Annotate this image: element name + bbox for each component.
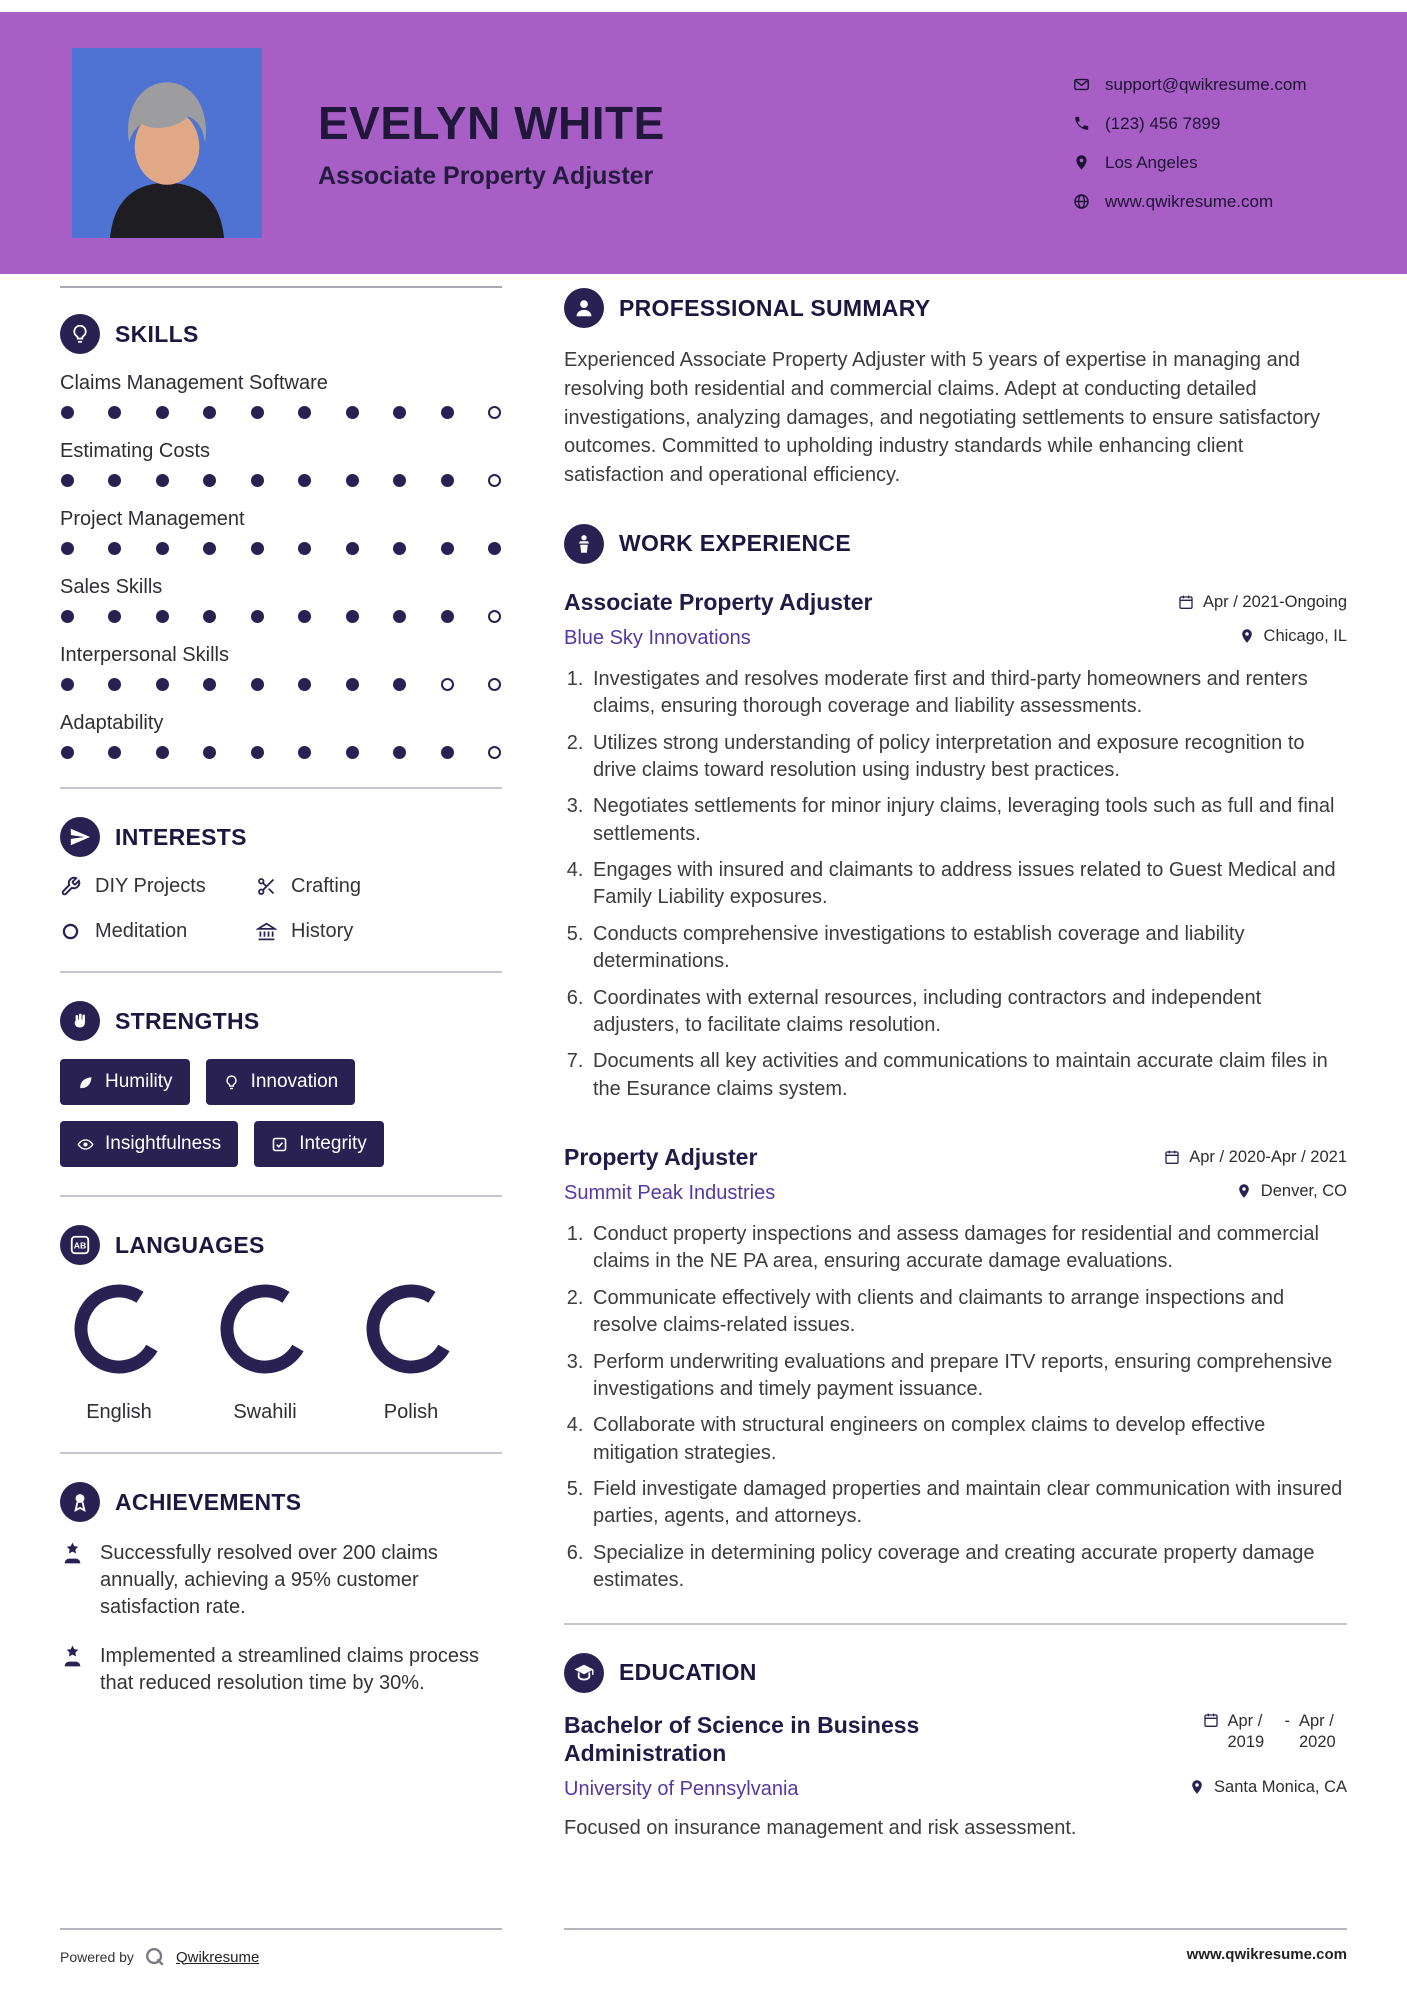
skill-dot xyxy=(203,678,216,691)
powered-by-label: Powered by xyxy=(60,1949,134,1965)
job-location-text: Chicago, IL xyxy=(1263,626,1347,645)
divider xyxy=(60,971,502,973)
education-section-icon xyxy=(564,1653,604,1693)
skill-dot xyxy=(156,542,169,555)
skill-dot xyxy=(298,746,311,759)
skill-dot xyxy=(346,746,359,759)
skill-dot xyxy=(441,610,454,623)
wrench-icon xyxy=(60,876,81,897)
skill-dot xyxy=(441,474,454,487)
skill-dot xyxy=(393,542,406,555)
museum-icon xyxy=(256,921,277,942)
hand-star-icon xyxy=(60,1644,85,1669)
lectern-person-icon xyxy=(573,533,595,555)
language-label: English xyxy=(86,1401,152,1423)
contact-website[interactable] xyxy=(1073,192,1335,212)
hand-star-icon xyxy=(60,1541,85,1566)
skill-dot xyxy=(298,678,311,691)
job-bullet: 5. Conducts comprehensive investigations to establish coverage and liability determinations. xyxy=(589,921,1347,976)
contact-email[interactable] xyxy=(1073,75,1335,95)
job-location xyxy=(1236,1182,1347,1201)
header-band xyxy=(0,12,1407,274)
interest-item xyxy=(256,920,502,943)
skill-dot xyxy=(251,610,264,623)
skill-dots xyxy=(61,746,501,759)
pin-icon xyxy=(1236,1183,1252,1199)
strengths-heading: STRENGTHS xyxy=(115,1007,260,1034)
skill-dot xyxy=(61,474,74,487)
paper-plane-icon xyxy=(69,826,91,848)
job-title: Associate Property Adjuster xyxy=(564,588,873,615)
language-label: Polish xyxy=(383,1401,439,1423)
skill-dot xyxy=(251,678,264,691)
skill-dot xyxy=(441,678,454,691)
skill-dot xyxy=(108,406,121,419)
medal-icon xyxy=(69,1491,91,1513)
skill-dots xyxy=(61,610,501,623)
achievements-heading: ACHIEVEMENTS xyxy=(115,1488,302,1515)
main-column xyxy=(564,284,1347,1860)
profile-photo xyxy=(72,48,262,238)
interest-item xyxy=(256,875,502,898)
languages-section-icon xyxy=(60,1225,100,1265)
graduation-cap-icon xyxy=(573,1662,595,1684)
skill-dot xyxy=(108,678,121,691)
contact-location-text: Los Angeles xyxy=(1105,152,1198,172)
translate-icon xyxy=(69,1234,91,1256)
skill-dot xyxy=(251,474,264,487)
person-name: EVELYN WHITE xyxy=(318,96,665,149)
school-name: University of Pennsylvania xyxy=(564,1778,799,1801)
skill-dot xyxy=(488,542,501,555)
skill-dot xyxy=(61,542,74,555)
skill-dot xyxy=(203,610,216,623)
skill-dot xyxy=(251,406,264,419)
skill-dot xyxy=(203,406,216,419)
skill-dot xyxy=(108,474,121,487)
interest-label: Meditation xyxy=(95,920,188,942)
skill-dot xyxy=(488,474,501,487)
skill-dot xyxy=(346,610,359,623)
eye-icon xyxy=(77,1136,94,1153)
skill-dots xyxy=(61,406,501,419)
ring-icon xyxy=(60,921,81,942)
skill-dot xyxy=(203,474,216,487)
strengths-section xyxy=(60,1001,502,1167)
check-square-icon xyxy=(271,1136,288,1153)
skill-dot xyxy=(298,610,311,623)
interest-label: DIY Projects xyxy=(95,875,206,897)
achievements-section-icon xyxy=(60,1482,100,1522)
interests-section xyxy=(60,817,502,943)
skills-heading: SKILLS xyxy=(115,320,199,347)
skill-dot xyxy=(488,610,501,623)
calendar-icon xyxy=(1203,1712,1219,1728)
interest-item xyxy=(60,920,256,943)
skill-dot xyxy=(393,746,406,759)
skill-dot xyxy=(203,542,216,555)
qwikresume-logo-icon[interactable] xyxy=(144,1946,166,1968)
skill-dot xyxy=(156,678,169,691)
skill-dot xyxy=(61,406,74,419)
skill-dot xyxy=(156,474,169,487)
skill-dot xyxy=(108,542,121,555)
skill-dot xyxy=(108,746,121,759)
pin-icon xyxy=(1189,1779,1205,1795)
divider xyxy=(60,1195,502,1197)
interests-heading: INTERESTS xyxy=(115,823,247,850)
strength-label: Innovation xyxy=(250,1071,339,1092)
job-bullet: 1. Conduct property inspections and assess damages for residential and commercial claims in the NE PA area, ensuring accurate damage evaluations. xyxy=(589,1221,1347,1276)
education-dates xyxy=(1203,1711,1348,1754)
skill-dot xyxy=(488,678,501,691)
skill-dot xyxy=(251,542,264,555)
skill-row xyxy=(60,372,502,419)
skill-dot xyxy=(393,474,406,487)
company-name: Summit Peak Industries xyxy=(564,1181,776,1204)
job-bullet: 3. Perform underwriting evaluations and prepare ITV reports, ensuring comprehensive investigations and timely payment issuance. xyxy=(589,1349,1347,1404)
pin-icon xyxy=(1239,628,1255,644)
language-label: Swahili xyxy=(233,1401,297,1423)
experience-heading: WORK EXPERIENCE xyxy=(619,530,851,557)
scissors-icon xyxy=(256,876,277,897)
job-title: Property Adjuster xyxy=(564,1144,758,1171)
interest-label: History xyxy=(291,920,354,942)
person-title: Associate Property Adjuster xyxy=(318,161,654,190)
achievement-item xyxy=(60,1643,502,1697)
achievement-text: Implemented a streamlined claims process that reduced resolution time by 30%. xyxy=(100,1645,480,1694)
language-item xyxy=(352,1283,470,1424)
job-bullet: 1. Investigates and resolves moderate first and third-party homeowners and renters claims, ensuring thorough coverage and liability assessments. xyxy=(589,666,1347,721)
calendar-icon xyxy=(1178,594,1194,610)
fist-icon xyxy=(69,1010,91,1032)
skill-dot xyxy=(61,610,74,623)
strength-chip xyxy=(60,1059,190,1105)
skill-dot xyxy=(298,474,311,487)
skill-dot xyxy=(61,678,74,691)
contact-block xyxy=(1073,75,1335,212)
summary-heading: PROFESSIONAL SUMMARY xyxy=(619,294,931,321)
skill-dot xyxy=(488,406,501,419)
education-location-text: Santa Monica, CA xyxy=(1214,1778,1347,1797)
skill-dot xyxy=(203,746,216,759)
experience-section-icon xyxy=(564,524,604,564)
skill-label: Project Management xyxy=(60,508,245,530)
job-location-text: Denver, CO xyxy=(1260,1181,1347,1200)
job-dates-text: Apr / 2020-Apr / 2021 xyxy=(1189,1148,1347,1167)
contact-location xyxy=(1073,153,1335,173)
divider xyxy=(60,1452,502,1454)
skill-dot xyxy=(393,678,406,691)
job-bullet: 6. Specialize in determining policy coverage and creating accurate property damage estimates. xyxy=(589,1540,1347,1595)
skill-dots xyxy=(61,678,501,691)
email-icon xyxy=(1073,76,1090,93)
skill-dot xyxy=(298,542,311,555)
qwikresume-brand-link[interactable]: Qwikresume xyxy=(175,1948,260,1966)
job-dates xyxy=(1164,1148,1347,1167)
job-entry xyxy=(564,588,1347,1103)
skill-dot xyxy=(441,746,454,759)
skill-label: Estimating Costs xyxy=(60,440,211,462)
job-location xyxy=(1239,627,1347,646)
language-gauge xyxy=(219,1283,311,1375)
summary-section xyxy=(564,288,1347,490)
strength-chip xyxy=(60,1121,238,1167)
skill-dots xyxy=(61,542,501,555)
leaf-icon xyxy=(77,1074,94,1091)
divider xyxy=(564,1623,1347,1625)
skill-dot xyxy=(251,746,264,759)
skill-dot xyxy=(346,474,359,487)
person-icon xyxy=(573,297,595,319)
language-gauge xyxy=(365,1283,457,1375)
languages-section xyxy=(60,1225,502,1424)
skill-label: Adaptability xyxy=(60,712,164,734)
sidebar xyxy=(60,284,502,1860)
job-bullet: 7. Documents all key activities and communications to maintain accurate claim files in the Esurance claims system. xyxy=(589,1048,1347,1103)
skill-dot xyxy=(346,542,359,555)
skill-dot xyxy=(298,406,311,419)
skill-dot xyxy=(156,406,169,419)
job-bullet: 2. Communicate effectively with clients and claimants to arrange inspections and resolve claims-related issues. xyxy=(589,1285,1347,1340)
skill-dot xyxy=(156,746,169,759)
summary-section-icon xyxy=(564,288,604,328)
job-dates xyxy=(1178,593,1347,612)
footer xyxy=(60,1928,1347,1968)
strength-label: Humility xyxy=(105,1071,173,1092)
strengths-section-icon xyxy=(60,1001,100,1041)
degree-title: Bachelor of Science in Business Administration xyxy=(564,1711,920,1767)
footer-branding xyxy=(60,1928,502,1968)
contact-phone[interactable] xyxy=(1073,114,1335,134)
skill-dot xyxy=(393,610,406,623)
skill-dot xyxy=(156,610,169,623)
job-bullet: 4. Engages with insured and claimants to address issues related to Guest Medical and Family Liability exposures. xyxy=(589,857,1347,912)
education-note: Focused on insurance management and risk assessment. xyxy=(564,1817,1077,1840)
summary-text: Experienced Associate Property Adjuster with 5 years of expertise in managing and resolving both residential and commercial claims. Adept at conducting detailed investigations, analyzing damages, and negotiating settlements to ensure satisfactory outcomes. Committed to upholding industry standards while enhancing client satisfaction and operational efficiency. xyxy=(564,349,1320,487)
achievement-item xyxy=(60,1540,502,1621)
job-entry xyxy=(564,1143,1347,1594)
contact-email-text: support@qwikresume.com xyxy=(1105,74,1307,94)
strength-label: Insightfulness xyxy=(105,1133,222,1154)
interest-item xyxy=(60,875,256,898)
lightbulb-icon xyxy=(69,323,91,345)
skill-dot xyxy=(346,406,359,419)
skill-row xyxy=(60,440,502,487)
skill-dot xyxy=(346,678,359,691)
language-item xyxy=(60,1283,178,1424)
job-bullet: 6. Coordinates with external resources, including contractors and independent adjusters, to facilitate claims resolution. xyxy=(589,985,1347,1040)
contact-phone-text: (123) 456 7899 xyxy=(1105,113,1221,133)
job-bullets xyxy=(564,1221,1347,1595)
divider xyxy=(60,286,502,288)
strength-chip xyxy=(254,1121,384,1167)
skills-section-icon xyxy=(60,314,100,354)
job-bullet: 2. Utilizes strong understanding of policy interpretation and exposure recognition to drive claims toward resolution using industry best practices. xyxy=(589,730,1347,785)
skill-label: Claims Management Software xyxy=(60,372,328,394)
skill-dot xyxy=(441,542,454,555)
education-date-start: Apr / 2019 xyxy=(1227,1711,1265,1752)
achievements-section xyxy=(60,1482,502,1697)
skill-row xyxy=(60,644,502,691)
phone-icon xyxy=(1073,115,1090,132)
skill-dot xyxy=(488,746,501,759)
contact-website-text: www.qwikresume.com xyxy=(1105,191,1274,211)
skill-row xyxy=(60,712,502,759)
skill-dot xyxy=(108,610,121,623)
job-dates-text: Apr / 2021-Ongoing xyxy=(1202,592,1347,611)
calendar-icon xyxy=(1164,1149,1180,1165)
lightbulb-icon xyxy=(223,1074,240,1091)
interest-label: Crafting xyxy=(291,875,362,897)
job-bullet: 3. Negotiates settlements for minor injury claims, leveraging tools such as full and final settlements. xyxy=(589,793,1347,848)
education-heading: EDUCATION xyxy=(619,1659,757,1686)
strength-label: Integrity xyxy=(299,1133,367,1154)
achievement-text: Successfully resolved over 200 claims annually, achieving a 95% customer satisfaction rate. xyxy=(100,1542,438,1618)
skill-dots xyxy=(61,474,501,487)
strength-chip xyxy=(206,1059,356,1105)
interests-section-icon xyxy=(60,817,100,857)
location-icon xyxy=(1073,154,1090,171)
languages-heading: LANGUAGES xyxy=(115,1231,265,1258)
job-bullet: 5. Field investigate damaged properties and maintain clear communication with insured parties, agents, and attorneys. xyxy=(589,1476,1347,1531)
skill-row xyxy=(60,576,502,623)
education-date-end: Apr / 2020 xyxy=(1299,1711,1336,1752)
job-bullets xyxy=(564,666,1347,1103)
skills-section xyxy=(60,314,502,759)
skill-row xyxy=(60,508,502,555)
skill-dot xyxy=(61,746,74,759)
skill-dot xyxy=(393,406,406,419)
divider xyxy=(60,787,502,789)
experience-section xyxy=(564,524,1347,1595)
date-separator: - xyxy=(1284,1711,1290,1730)
job-bullet: 4. Collaborate with structural engineers on complex claims to develop effective mitigation strategies. xyxy=(589,1412,1347,1467)
language-item xyxy=(206,1283,324,1424)
language-gauge xyxy=(73,1283,165,1375)
skill-dot xyxy=(441,406,454,419)
footer-website[interactable]: www.qwikresume.com xyxy=(564,1928,1347,1968)
skill-label: Interpersonal Skills xyxy=(60,644,229,666)
education-location xyxy=(1189,1778,1347,1797)
globe-icon xyxy=(1073,193,1090,210)
education-section xyxy=(564,1653,1347,1841)
skill-label: Sales Skills xyxy=(60,576,163,598)
company-name: Blue Sky Innovations xyxy=(564,626,751,649)
